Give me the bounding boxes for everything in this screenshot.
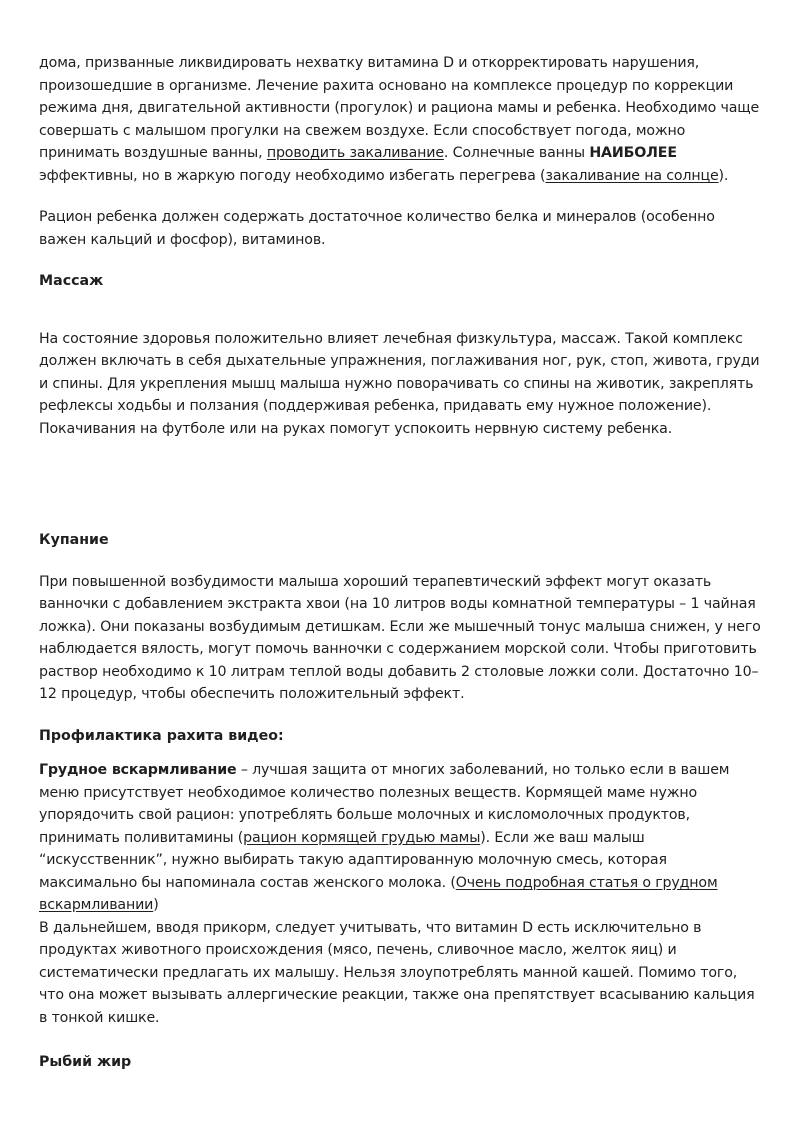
text: дома, призванные ликвидировать нехватку витамина D и откорректировать нарушения, произошедшие в организме. Лечение рахита основано на комплексе процедур по коррекции режима дня, двигательной активности (прогулок) и рациона мамы и ребенка. Необходимо чаще совершать с малышом прогулки на свежем воздухе. Если способствует погода, можно принимать воздушные ванны, — [39, 55, 760, 161]
heading-video: Профилактика рахита видео: — [39, 727, 284, 744]
paragraph-diet: Рацион ребенка должен содержать достаточное количество белка и минералов (особенно важен кальций и фосфор), витаминов. — [39, 209, 715, 248]
link-nursing-diet[interactable]: рацион кормящей грудью мамы — [243, 829, 481, 846]
bold-text: Грудное вскармливание — [39, 762, 237, 778]
text: ) — [153, 897, 159, 913]
paragraph-complementary-feeding: В дальнейшем, вводя прикорм, следует учитывать, что витамин D есть исключительно в продуктах животного происхождения (мясо, печень, сливочное масло, желток яиц) и систематически предлагать их малышу. Нельзя злоупотреблять манной кашей. Помимо того, что она может вызывать аллергические реакции, также она препятствует всасыванию кальция в тонкой кишке. — [39, 919, 755, 1026]
article-body — [39, 52, 763, 1074]
heading-massage: Массаж — [39, 273, 104, 289]
link-sun-hardening[interactable]: закаливание на солнце — [545, 167, 719, 184]
bold-text: НАИБОЛЕЕ — [589, 145, 677, 161]
text: – лучшая защита от многих заболеваний, но только если в вашем меню присутствует необходимое количество полезных веществ. Кормящей маме нужно упорядочить свой рацион: употреблять больше молочных и кисломолочных продуктов, принимать поливитамины ( — [39, 762, 730, 846]
heading-fish-oil: Рыбий жир — [39, 1054, 132, 1070]
paragraph-treatment — [39, 52, 763, 187]
link-breastfeeding-article[interactable]: Очень подробная статья о грудном вскармливании — [39, 874, 718, 913]
paragraph-bathing: При повышенной возбудимости малыша хороший терапевтический эффект могут оказать ванночки с добавлением экстракта хвои (на 10 литров воды комнатной температуры – 1 чайная ложка). Они показаны возбудимым детишкам. Если же мышечный тонус малыша снижен, у него наблюдается вялость, могут помочь ванночки с содержанием морской соли. Чтобы приготовить раствор необходимо к 10 литрам теплой воды добавить 2 столовые ложки соли. Достаточно 10–12 процедур, чтобы обеспечить положительный эффект. — [39, 573, 761, 702]
text: ). — [718, 167, 729, 184]
text: эффективны, но в жаркую погоду необходимо избегать перегрева ( — [39, 167, 546, 184]
text: . Солнечные ванны — [443, 145, 590, 161]
paragraph-breastfeeding — [39, 759, 763, 917]
text: ). Если же ваш малыш “искусственник”, нужно выбирать такую адаптированную молочную смесь, которая максимально бы напоминала состав женского молока. ( — [39, 829, 667, 891]
paragraph-massage: На состояние здоровья положительно влияет лечебная физкультура, массаж. Такой комплекс должен включать в себя дыхательные упражнения, поглаживания ног, рук, стоп, живота, груди и спины. Для укрепления мышц малыша нужно поворачивать со спины на животик, закреплять рефлексы ходьбы и ползания (поддерживая ребенка, придавать ему нужное положение). Покачивания на футболе или на руках помогут успокоить нервную систему ребенка. — [39, 330, 760, 437]
link-hardening[interactable]: проводить закаливание — [266, 145, 444, 161]
heading-bathing: Купание — [39, 532, 109, 548]
